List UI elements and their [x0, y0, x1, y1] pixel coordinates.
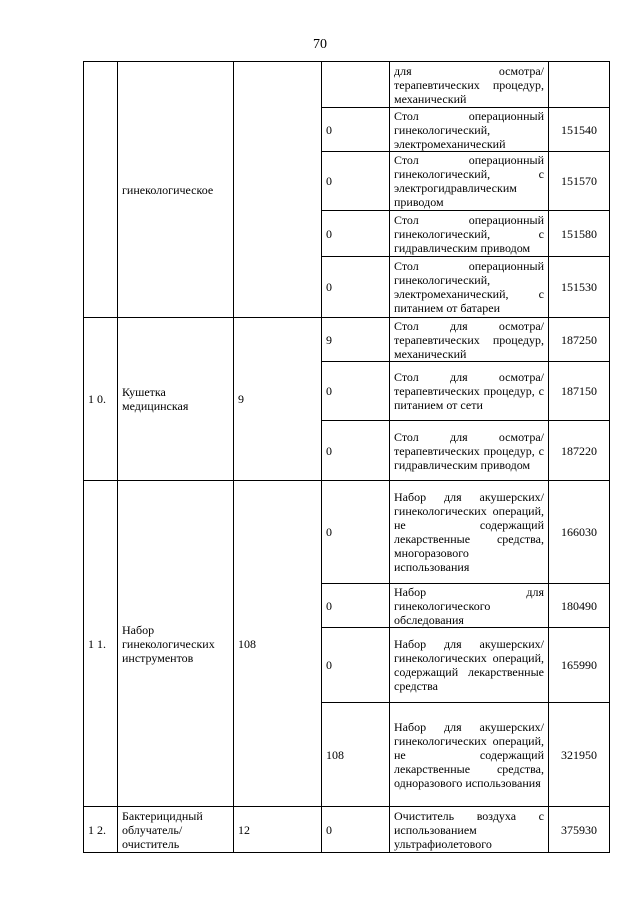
sub-description: Набор для акушерских/гинекологических операций, содержащий лекарственные средства [390, 628, 549, 703]
sub-code: 151580 [549, 211, 610, 257]
sub-code [549, 62, 610, 108]
item-name: гинекологическое [118, 62, 234, 318]
sub-count: 108 [322, 703, 390, 807]
sub-code: 166030 [549, 481, 610, 584]
sub-count: 0 [322, 584, 390, 628]
sub-description: Набор для гинекологического обследования [390, 584, 549, 628]
sub-description: Очиститель воздуха с использованием ультрафиолетового [390, 807, 549, 853]
sub-description: Стол операционный гинекологический, электромеханический, с питанием от батареи [390, 257, 549, 318]
sub-description: Стол для осмотра/терапевтических процедур, механический [390, 318, 549, 362]
sub-code: 375930 [549, 807, 610, 853]
sub-description: Набор для акушерских/гинекологических операций, не содержащий лекарственные средства, одноразового использования [390, 703, 549, 807]
sub-code: 180490 [549, 584, 610, 628]
sub-count: 0 [322, 152, 390, 211]
sub-code: 165990 [549, 628, 610, 703]
sub-count: 0 [322, 807, 390, 853]
sub-code: 321950 [549, 703, 610, 807]
sub-count: 0 [322, 108, 390, 152]
page-number: 70 [313, 37, 327, 52]
equipment-table [83, 61, 610, 853]
sub-count: 0 [322, 628, 390, 703]
sub-code: 187250 [549, 318, 610, 362]
sub-count: 9 [322, 318, 390, 362]
item-count: 108 [234, 481, 322, 807]
sub-code: 187150 [549, 362, 610, 421]
item-name: Кушетка медицинская [118, 318, 234, 481]
row-number: 1 0. [84, 318, 118, 481]
sub-description: Стол операционный гинекологический, электромеханический [390, 108, 549, 152]
sub-description: Стол операционный гинекологический, с гидравлическим приводом [390, 211, 549, 257]
row-number: 1 2. [84, 807, 118, 853]
sub-code: 151540 [549, 108, 610, 152]
item-count: 12 [234, 807, 322, 853]
table-row [84, 62, 610, 108]
sub-code: 151570 [549, 152, 610, 211]
sub-description: Стол для осмотра/терапевтических процедур, с гидравлическим приводом [390, 421, 549, 481]
item-count [234, 62, 322, 318]
row-number [84, 62, 118, 318]
sub-count: 0 [322, 211, 390, 257]
item-name: Набор гинекологических инструментов [118, 481, 234, 807]
sub-description: Стол для осмотра/терапевтических процедур, с питанием от сети [390, 362, 549, 421]
sub-count [322, 62, 390, 108]
sub-description: Стол операционный гинекологический, с электрогидравлическим приводом [390, 152, 549, 211]
item-name: Бактерицидный облучатель/очиститель [118, 807, 234, 853]
table-row [84, 481, 610, 584]
sub-code: 187220 [549, 421, 610, 481]
sub-count: 0 [322, 257, 390, 318]
sub-count: 0 [322, 481, 390, 584]
item-count: 9 [234, 318, 322, 481]
sub-count: 0 [322, 421, 390, 481]
sub-description: для осмотра/терапевтических процедур, механический [390, 62, 549, 108]
table-row [84, 807, 610, 853]
sub-description: Набор для акушерских/гинекологических операций, не содержащий лекарственные средства, многоразового использования [390, 481, 549, 584]
sub-count: 0 [322, 362, 390, 421]
sub-code: 151530 [549, 257, 610, 318]
table-row [84, 318, 610, 362]
row-number: 1 1. [84, 481, 118, 807]
